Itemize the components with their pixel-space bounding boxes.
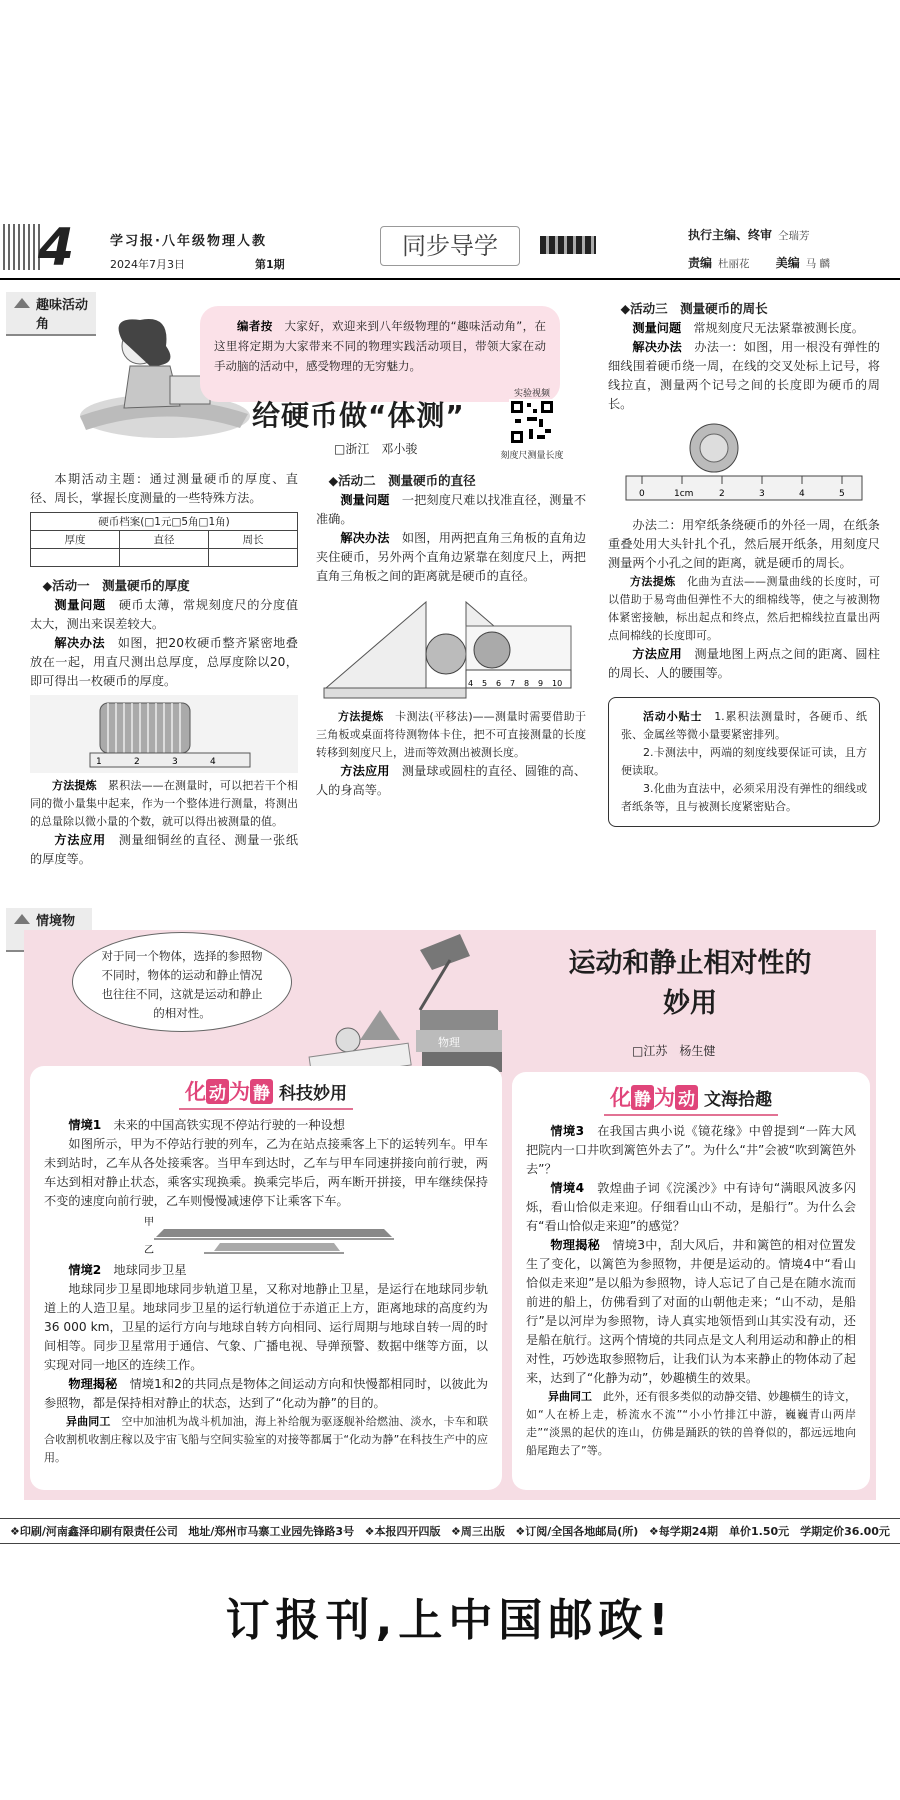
- article-title-relativity: [520, 944, 860, 1024]
- desk-lamp-books-illustration: [300, 930, 520, 1080]
- scenario1-text: 如图所示，甲为不停站行驶的列车，乙为在站点接乘客上下的运转列车。甲车未到站时，乙车从各处接乘客。当甲车到达时，乙车与甲车同速拼接向前行驶，两车达到相对静止状态，乘客实现换乘。换乘完毕后，两车断开拼接，甲车继续保持不变的速度向前行驶，乙车则慢慢减速停下让乘客下车。: [44, 1137, 488, 1208]
- page-header: [0, 216, 900, 280]
- column-3: [608, 298, 880, 827]
- activity2-problem: 测量问题 一把刻度尺难以找准直径，测量不准确。: [316, 493, 587, 526]
- footer-publish-day: ❖周三出版: [450, 1525, 505, 1538]
- svg-text:0: 0: [639, 489, 645, 499]
- hat-icon: [12, 912, 32, 926]
- activity2-heading: ◆活动二 测量硬币的直径: [328, 473, 476, 488]
- qr-caption-top: 实验视频: [513, 389, 550, 399]
- qr-caption-bottom: 刻度尺测量长度: [500, 451, 564, 461]
- paper-title: 学习报·八年级物理人教: [110, 234, 267, 249]
- article-title-line2: 妙用: [663, 988, 717, 1019]
- coin-table-title: 硬币档案(□1元□5角□1角): [31, 513, 298, 531]
- svg-text:2: 2: [719, 489, 725, 499]
- stack-ruler-num: 3: [172, 757, 178, 767]
- coin-table-header-thickness: 厚度: [31, 531, 120, 549]
- column-title: 同步导学: [380, 226, 520, 266]
- qr-block: [496, 386, 568, 461]
- svg-text:5: 5: [482, 679, 488, 688]
- hat-icon: [12, 296, 32, 310]
- coin-record-table: [30, 512, 298, 567]
- page-number: 4: [38, 218, 75, 278]
- article-author-relativity: □江苏 杨生健: [632, 1044, 716, 1058]
- issue-number: 第1期: [255, 258, 285, 271]
- svg-text:10: 10: [552, 679, 563, 688]
- svg-text:3: 3: [759, 489, 765, 499]
- scenario3-text: 情境3 在我国古典小说《镜花缘》中曾提到“一阵大风把院内一口井吹到篱笆外去了”。为什么“井”会被“吹到篱笆外去”？: [526, 1124, 856, 1176]
- activity2-solution: 解决办法 如图，用两把直角三角板的直角边夹住硬币，另外两个直角边紧靠在刻度尺上，两把直角三角板之间的距离就是硬币的直径。: [316, 531, 587, 583]
- intro-bubble: 对于同一个物体，选择的参照物不同时，物体的运动和静止情况也往往不同，这就是运动和静止的相对性。: [72, 932, 292, 1032]
- activity-tips-box: [608, 697, 880, 827]
- scenario1-heading: 情境1 未来的中国高铁实现不停站行驶的一种设想: [68, 1118, 345, 1132]
- train-figure: [44, 1211, 484, 1257]
- coin-table-header-perimeter: 周长: [208, 531, 297, 549]
- stack-ruler-num: 4: [210, 757, 216, 767]
- svg-text:7: 7: [510, 679, 516, 688]
- card-title-literature: 化 静 为 动 文海拾趣: [604, 1082, 778, 1116]
- header-bars: [540, 236, 596, 254]
- activity3-heading: ◆活动三 测量硬币的周长: [620, 301, 768, 316]
- coin-table-cell: [31, 549, 120, 567]
- card-title-tech: 化 动 为 静 科技妙用: [179, 1076, 353, 1110]
- editor-note: 编者按 大家好，欢迎来到八年级物理的“趣味活动角”，在这里将定期为大家带来不同的物理实践活动项目，带领大家在动手动脑的活动中，感受物理的无穷魅力。: [214, 319, 547, 373]
- section-tab-scenario-physics: 情境物: [6, 908, 92, 952]
- footer-address: 地址/郑州市马寨工业园先锋路3号: [188, 1525, 355, 1538]
- tip-3: 3.化曲为直法中，必须采用没有弹性的细线或者纸条等，且与被测长度紧密贴合。: [621, 782, 867, 813]
- article-title-coin: 给硬币做“体测”: [252, 399, 465, 432]
- article-author-coin: □浙江 邓小骏: [334, 442, 418, 456]
- editor-credit-row2: 责编 杜丽花 美编 马 麟: [688, 256, 831, 270]
- svg-text:1cm: 1cm: [674, 489, 694, 499]
- footer-format: ❖本报四开四版: [364, 1525, 441, 1538]
- coin-table-cell: [208, 549, 297, 567]
- editor-credit: 执行主编、终审 仝瑞芳: [688, 228, 810, 242]
- left-reveal: 物理揭秘 情境1和2的共同点是物体之间运动方向和快慢都相同时，以彼此为参照物，都是保持相对静止的状态，达到了“化动为静”的目的。: [44, 1377, 489, 1410]
- activity3-solution1: 解决办法 办法一：如图，用一根没有弹性的细线围着硬币绕一周，在线的交叉处标上记号，将线拉直，测量两个记号之间的长度即为硬币的周长。: [608, 340, 880, 411]
- coin-table-header-diameter: 直径: [119, 531, 208, 549]
- activity3-problem: 测量问题 常规刻度尺无法紧靠被测长度。: [632, 321, 864, 335]
- page-footer: [0, 1518, 900, 1544]
- activity-theme: 本期活动主题：通过测量硬币的厚度、直径、周长，掌握长度测量的一些特殊方法。: [30, 472, 298, 505]
- column-1: [30, 470, 298, 869]
- header-stripes: [0, 224, 40, 270]
- svg-text:4: 4: [799, 489, 805, 499]
- book-spine-label: 物理: [438, 1036, 460, 1049]
- stack-ruler-num: 1: [96, 757, 102, 767]
- svg-text:甲: 甲: [144, 1217, 154, 1228]
- column-2: [316, 470, 586, 800]
- svg-text:9: 9: [538, 679, 544, 688]
- stack-ruler-num: 2: [134, 757, 140, 767]
- activity3-method: 方法提炼 化曲为直法——测量曲线的长度时，可以借助于易弯曲但弹性不大的细棉线等，使之与被测物体紧密接触，标出起点和终点，然后把棉线拉直量出两点间棉线的长度即可。: [608, 575, 881, 642]
- activity1-solution: 解决办法 如图，把20枚硬币整齐紧密地叠放在一起，用直尺测出总厚度，总厚度除以20，即可得出一枚硬币的厚度。: [30, 636, 298, 688]
- right-extension: 异曲同工 此外，还有很多类似的动静交错、妙趣横生的诗文，如“人在桥上走，桥流水不流”“小小竹排江中游，巍巍青山两岸走”“淡黑的起伏的连山，仿佛是踊跃的铁的兽脊似的，都远远地向船尾跑去了”等。: [526, 1390, 856, 1457]
- activity1-application: 方法应用 测量细铜丝的直径、测量一张纸的厚度等。: [30, 833, 299, 866]
- scenario2-text: 地球同步卫星即地球同步轨道卫星，又称对地静止卫星，是运行在地球同步轨道上的人造卫星。地球同步卫星的运行轨道位于赤道正上方，距离地球的高度约为36 000 km，卫星的运行方向与地球自转方向相同、运行周期与地球自转一周的时间相等。同步卫星常用于通信、气象、广播电视、导弹预警、数据中继等方面，以实现对同一地区的连续工作。: [44, 1282, 488, 1372]
- activity3-application: 方法应用 测量地图上两点之间的距离、圆柱的周长、人的腰围等。: [608, 647, 880, 680]
- svg-text:8: 8: [524, 679, 530, 688]
- activity3-solution2: 办法二：用窄纸条绕硬币的外径一周，在纸条重叠处用大头针扎个孔，然后展开纸条，用刻度尺测量两个小孔之间的距离，就是硬币的周长。: [608, 518, 880, 570]
- right-reveal: 物理揭秘 情境3中，刮大风后，井和篱笆的相对位置发生了变化，以篱笆为参照物，井便是运动的。情境4中“看山恰似走来迎”是以船为参照物，诗人忘记了自己是在随水流而前进的船上，仿佛看到了对面的山朝他走来；“山不动，是船行”是以河岸为参照物，诗人真实地领悟到山其实没有动，还是船在航行。这两个情境的共同点是文人利用运动和静止的相对性，巧妙选取参照物后，让我们认为本来静止的物体动了起来，达到了“化静为动”，妙趣横生的效果。: [526, 1238, 856, 1385]
- tip-1: 活动小贴士 1.累积法测量时，各硬币、纸张、金属丝等微小量要紧密排列。: [621, 710, 868, 741]
- scenario4-text: 情境4 敦煌曲子词《浣溪沙》中有诗句“满眼风波多闪烁，看山恰似走来迎。仔细看山山不动，是船行”。为什么会有“看山恰似走来迎”的感觉？: [526, 1181, 856, 1233]
- activity1-problem: 测量问题 硬币太薄，常规刻度尺的分度值太大，测出来误差较大。: [30, 598, 299, 631]
- tip-2: 2.卡测法中，两端的刻度线要保证可读，且方便读取。: [621, 746, 867, 777]
- left-extension: 异曲同工 空中加油机为战斗机加油，海上补给舰为驱逐舰补给燃油、淡水，卡车和联合收割机收割庄稼以及宇宙飞船与空间实验室的对接等都属于“化动为静”在科技生产中的应用。: [44, 1415, 489, 1464]
- section-tab-fun-activity: 趣味活动角: [6, 292, 96, 336]
- coin-ruler-figure: [608, 418, 880, 512]
- triangle-ruler-figure: [316, 592, 586, 704]
- footer-subscribe: ❖订阅/全国各地邮局(所): [515, 1525, 639, 1538]
- issue-date: 2024年7月3日: [110, 258, 185, 271]
- svg-text:6: 6: [496, 679, 502, 688]
- card-literature-fun: [512, 1072, 870, 1490]
- scenario2-heading: 情境2 地球同步卫星: [68, 1263, 187, 1277]
- svg-text:4: 4: [468, 679, 474, 688]
- footer-printer: ❖印刷/河南鑫泽印刷有限责任公司: [10, 1525, 178, 1538]
- subscription-slogan: 订报刊,上中国邮政!: [225, 1595, 675, 1646]
- article-title-line1: 运动和静止相对性的: [568, 948, 812, 979]
- svg-text:乙: 乙: [144, 1245, 154, 1256]
- activity1-method: 方法提炼 累积法——在测量时，可以把若干个相同的微小量集中起来，作为一个整体进行测量，将测出的总量除以微小量的个数，就可以得出被测量的值。: [30, 779, 299, 828]
- coin-stack-figure: [30, 695, 298, 773]
- footer-price: ❖每学期24期 单价1.50元 学期定价36.00元: [648, 1525, 890, 1538]
- activity1-heading: ◆活动一 测量硬币的厚度: [42, 578, 190, 593]
- activity2-application: 方法应用 测量球或圆柱的直径、圆锥的高、人的身高等。: [316, 764, 587, 797]
- svg-text:5: 5: [839, 489, 845, 499]
- coin-table-cell: [119, 549, 208, 567]
- activity2-method: 方法提炼 卡测法(平移法)——测量时需要借助于三角板或桌面将待测物体卡住，把不可直接测量的长度转移到刻度尺上，进而等效测出被测长度。: [316, 710, 586, 759]
- card-tech-application: [30, 1066, 502, 1490]
- qr-code-icon[interactable]: [509, 399, 555, 445]
